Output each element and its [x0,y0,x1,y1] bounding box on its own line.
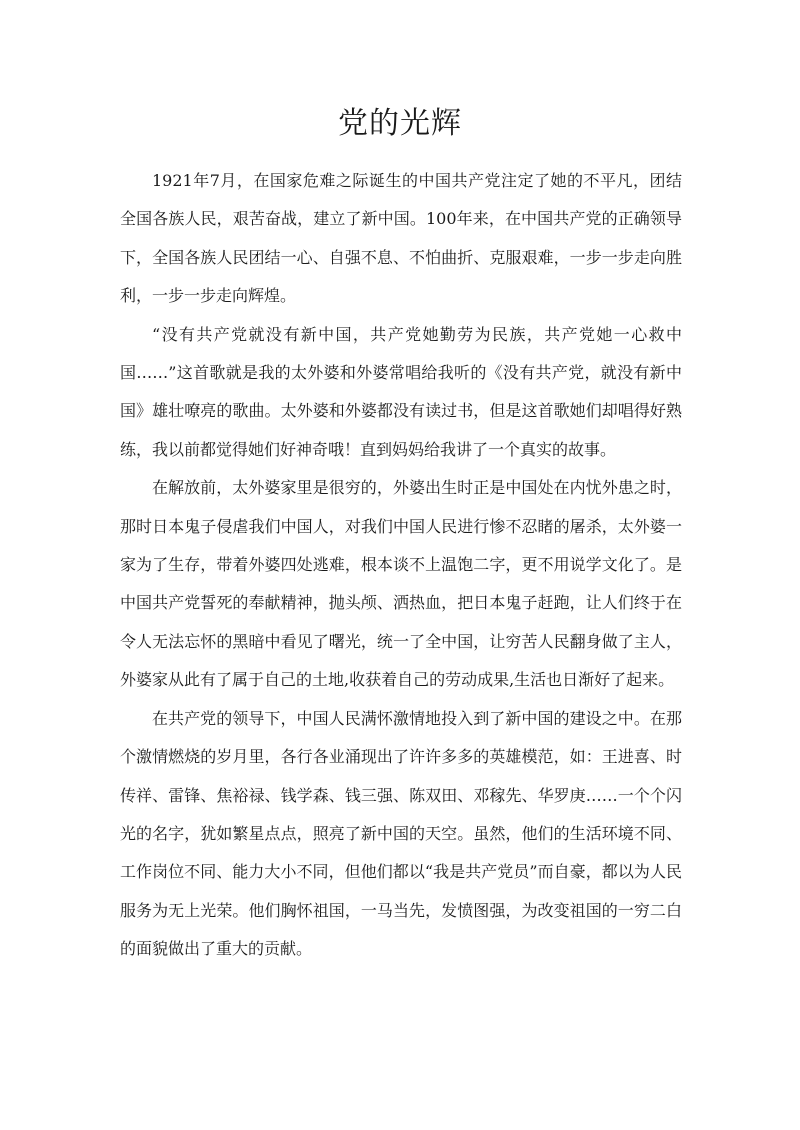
document-title: 党的光辉 [338,106,462,141]
paragraph: 1921年7月，在国家危难之际诞生的中国共产党注定了她的不平凡，团结全国各族人民，艰苦奋战，建立了新中国。100年来，在中国共产党的正确领导下，全国各族人民团结一心、自强不息、不怕曲折、克服艰难，一步一步走向胜利，一步一步走向辉煌。 [120,171,682,306]
paragraph: “没有共产党就没有新中国，共产党她勤劳为民族，共产党她一心救中国……”这首歌就是我的太外婆和外婆常唱给我听的《没有共产党，就没有新中国》雄壮嘹亮的歌曲。太外婆和外婆都没有读过书，但是这首歌她们却唱得好熟练，我以前都觉得她们好神奇哦！直到妈妈给我讲了一个真实的故事。 [120,324,682,459]
paragraph: 在解放前，太外婆家里是很穷的，外婆出生时正是中国处在内忧外患之时，那时日本鬼子侵虐我们中国人，对我们中国人民进行惨不忍睹的屠杀，太外婆一家为了生存，带着外婆四处逃难，根本谈不上温饱二字，更不用说学文化了。是中国共产党誓死的奉献精神，抛头颅、洒热血，把日本鬼子赶跑，让人们终于在令人无法忘怀的黑暗中看见了曙光，统一了全中国，让穷苦人民翻身做了主人，外婆家从此有了属于自己的土地,收获着自己的劳动成果,生活也日渐好了起来。 [120,478,682,690]
document-body [120,162,682,969]
paragraph: 在共产党的领导下，中国人民满怀激情地投入到了新中国的建设之中。在那个激情燃烧的岁月里，各行各业涌现出了许许多多的英雄模范，如：王进喜、时传祥、雷锋、焦裕禄、钱学森、钱三强、陈双田、邓稼先、华罗庚……一个个闪光的名字，犹如繁星点点，照亮了新中国的天空。虽然，他们的生活环境不同、工作岗位不同、能力大小不同，但他们都以“我是共产党员”而自豪，都以为人民服务为无上光荣。他们胸怀祖国，一马当先，发愤图强，为改变祖国的一穷二白的面貌做出了重大的贡献。 [120,708,682,959]
